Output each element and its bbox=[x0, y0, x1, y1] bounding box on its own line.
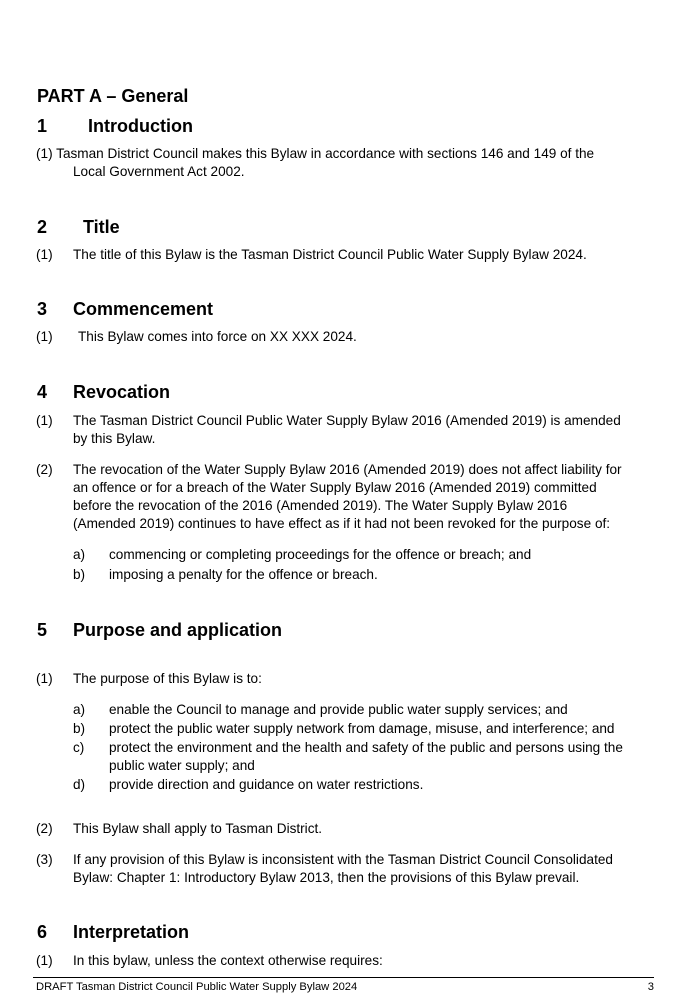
footer-page-number: 3 bbox=[647, 981, 654, 993]
section-2-clause-1-number: (1) bbox=[36, 247, 53, 262]
section-1-clause-1-line-2: Local Government Act 2002. bbox=[73, 164, 245, 179]
section-4-item-a-letter: a) bbox=[73, 547, 86, 562]
section-5-clause-3-line-1: If any provision of this Bylaw is inconsistent with the Tasman District Council Consolidated bbox=[73, 852, 613, 867]
section-4-number: 4 bbox=[37, 382, 48, 402]
section-3-clause-1-text: This Bylaw comes into force on XX XXX 2024. bbox=[78, 329, 357, 344]
section-5-item-c-text-continued: public water supply; and bbox=[109, 758, 255, 773]
section-5-item-d-text: provide direction and guidance on water restrictions. bbox=[109, 777, 424, 792]
section-5-item-a-text: enable the Council to manage and provide public water supply services; and bbox=[109, 702, 568, 717]
footer-document-title: DRAFT Tasman District Council Public Water Supply Bylaw 2024 bbox=[36, 981, 358, 993]
section-4-clause-2-number: (2) bbox=[36, 462, 53, 477]
section-1-clause-1-line-1: (1) Tasman District Council makes this Bylaw in accordance with sections 146 and 149 of the bbox=[36, 146, 595, 161]
section-4-clause-1-line-1: The Tasman District Council Public Water Supply Bylaw 2016 (Amended 2019) is amended bbox=[73, 413, 621, 428]
section-4-clause-2-line-4: (Amended 2019) continues to have effect as if it had not been revoked for the purpose of: bbox=[73, 516, 611, 531]
section-6-number: 6 bbox=[37, 922, 48, 942]
section-5-item-c-letter: c) bbox=[73, 740, 85, 755]
section-5-clause-3-line-2: Bylaw: Chapter 1: Introductory Bylaw 2013, then the provisions of this Bylaw prevail. bbox=[73, 870, 580, 885]
section-5-clause-2-number: (2) bbox=[36, 821, 53, 836]
section-2-title: Title bbox=[83, 217, 120, 237]
section-4-item-b-letter: b) bbox=[73, 567, 86, 582]
section-1-title: Introduction bbox=[88, 116, 193, 136]
section-3-clause-1-number: (1) bbox=[36, 329, 53, 344]
section-4-title: Revocation bbox=[73, 382, 171, 402]
section-5-item-b-text: protect the public water supply network from damage, misuse, and interference; and bbox=[109, 721, 615, 736]
section-5-title: Purpose and application bbox=[73, 620, 283, 640]
section-4-clause-2-line-2: an offence or for a breach of the Water Supply Bylaw 2016 (Amended 2019) committed bbox=[73, 480, 597, 495]
footer-divider bbox=[33, 977, 654, 978]
part-title: PART A – General bbox=[37, 86, 189, 106]
section-5-clause-1-text: The purpose of this Bylaw is to: bbox=[73, 671, 262, 686]
section-3-number: 3 bbox=[37, 299, 48, 319]
section-4-clause-1-line-2: by this Bylaw. bbox=[73, 431, 156, 446]
section-5-item-a-letter: a) bbox=[73, 702, 86, 717]
section-5-number: 5 bbox=[37, 620, 48, 640]
section-5-item-c-text: protect the environment and the health and safety of the public and persons using the bbox=[109, 740, 623, 755]
section-4-clause-2-line-3: before the revocation of the 2016 (Amended 2019). The Water Supply Bylaw 2016 bbox=[73, 498, 568, 513]
section-4-item-b-text: imposing a penalty for the offence or breach. bbox=[109, 567, 378, 582]
section-6-title: Interpretation bbox=[73, 922, 190, 942]
section-4-item-a-text: commencing or completing proceedings for the offence or breach; and bbox=[109, 547, 532, 562]
section-5-clause-1-number: (1) bbox=[36, 671, 53, 686]
section-1-number: 1 bbox=[37, 116, 48, 136]
section-3-title: Commencement bbox=[73, 299, 214, 319]
section-2-number: 2 bbox=[37, 217, 48, 237]
section-5-item-d-letter: d) bbox=[73, 777, 86, 792]
section-5-clause-3-number: (3) bbox=[36, 852, 53, 867]
section-6-clause-1-number: (1) bbox=[36, 953, 53, 968]
section-5-item-b-letter: b) bbox=[73, 721, 86, 736]
section-2-clause-1-text: The title of this Bylaw is the Tasman District Council Public Water Supply Bylaw 2024. bbox=[73, 247, 587, 262]
section-6-clause-1-text: In this bylaw, unless the context otherwise requires: bbox=[73, 953, 383, 968]
section-5-clause-2-text: This Bylaw shall apply to Tasman District. bbox=[73, 821, 323, 836]
section-4-clause-1-number: (1) bbox=[36, 413, 53, 428]
section-4-clause-2-line-1: The revocation of the Water Supply Bylaw 2016 (Amended 2019) does not affect liability for bbox=[73, 462, 622, 477]
